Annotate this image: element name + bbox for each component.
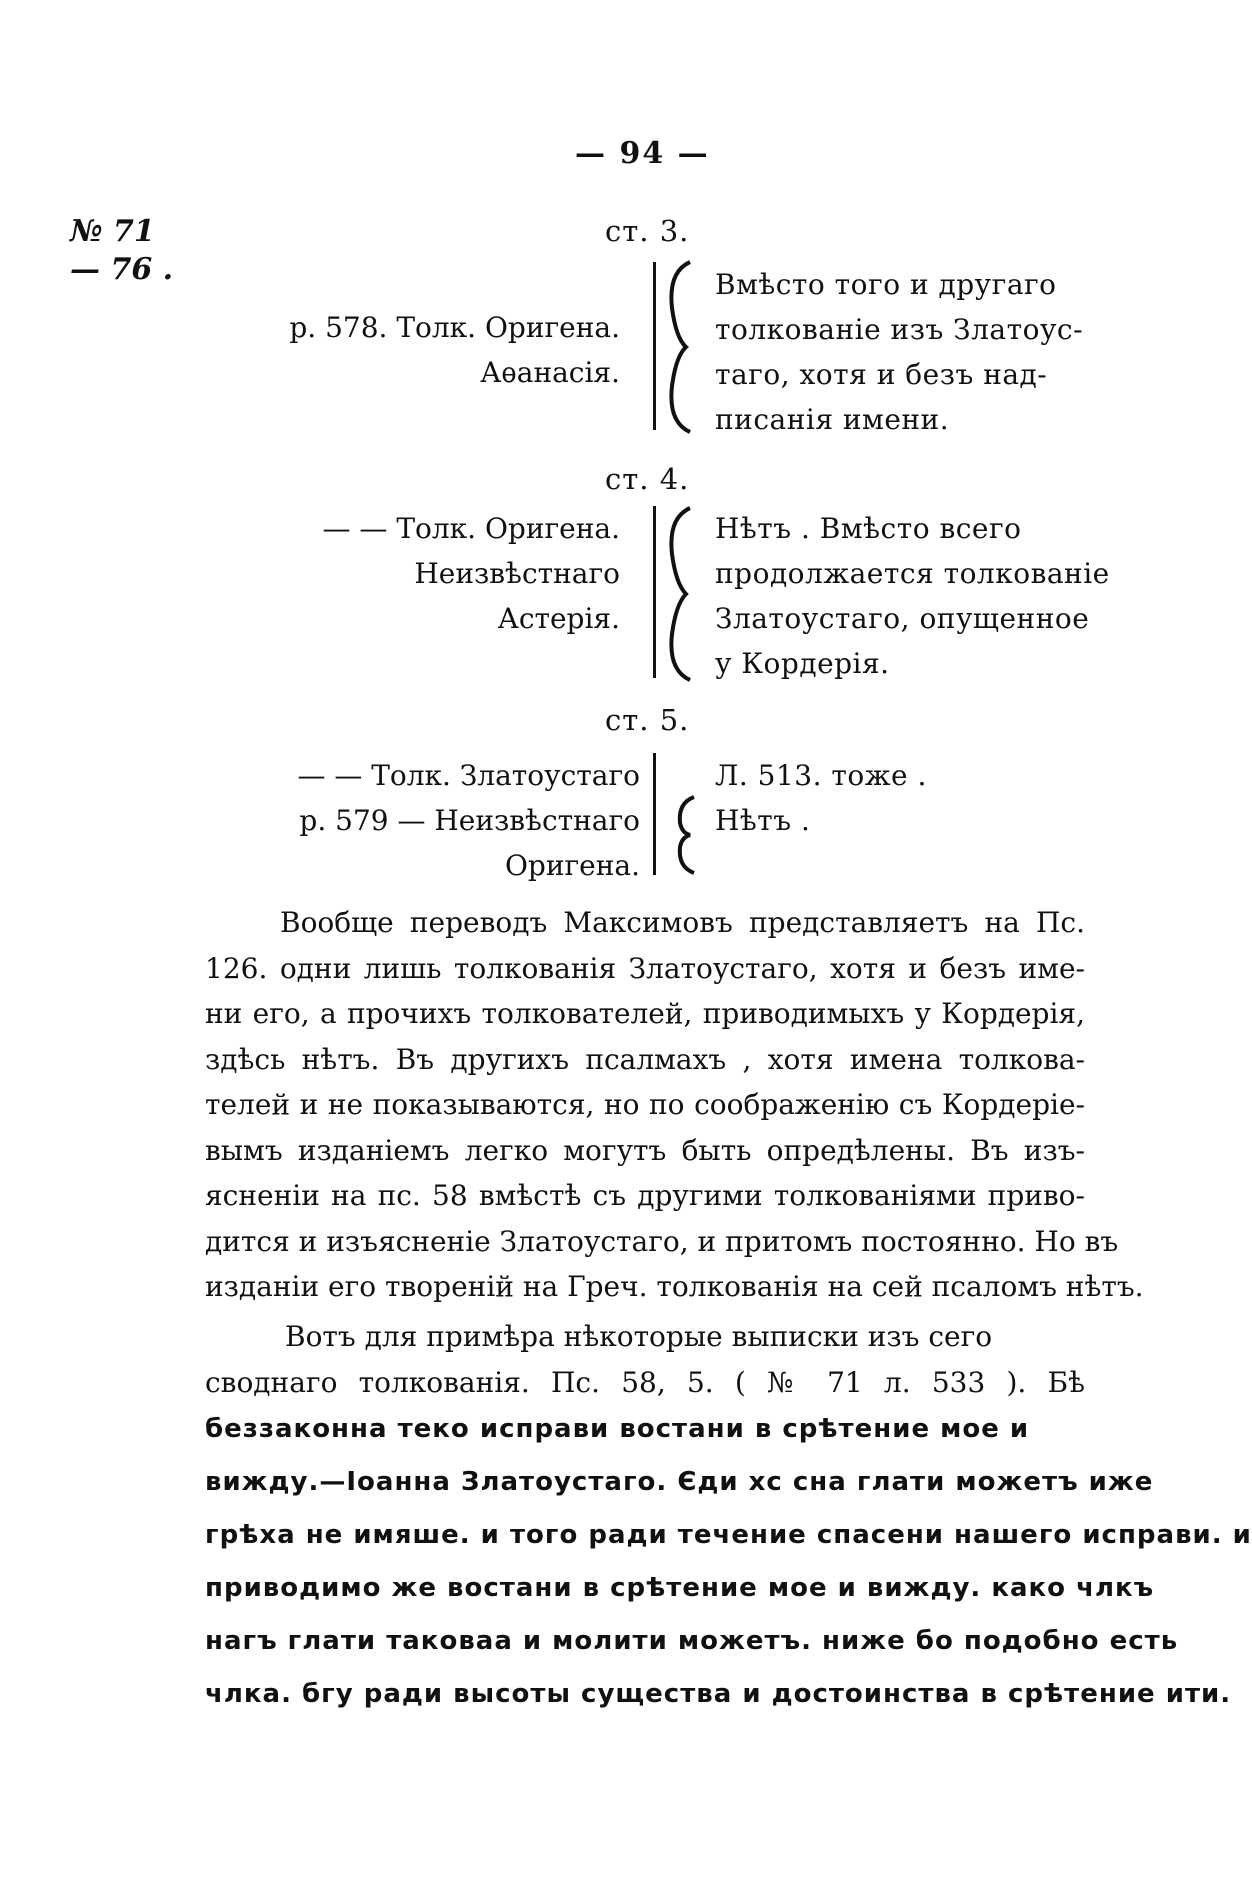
variant-right-column-5	[715, 753, 927, 843]
text-line: телей и не показываются, но по соображенію съ Кордеріе-	[205, 1088, 1085, 1121]
variant-right-line: толкованіе изъ Златоус-	[715, 313, 1084, 346]
stanza-heading-4: ст. 4.	[605, 462, 690, 496]
slavonic-quotation	[205, 1403, 1252, 1721]
brace-icon	[672, 795, 698, 875]
slavonic-line: вижду.—Іоанна Златоустаго. Єди хс сна глати можетъ иже	[205, 1467, 1154, 1497]
variant-left-column-3	[289, 305, 620, 395]
variant-left-line: Неизвѣстнаго	[414, 557, 620, 590]
margin-ref-range: — 76 .	[70, 252, 174, 287]
variant-right-line: у Кордерія.	[715, 647, 890, 680]
slavonic-line: приводимо же востани в срѣтение мое и вижду. како члкъ	[205, 1573, 1155, 1603]
variant-right-line: писанія имени.	[715, 403, 950, 436]
variant-left-line: р. 578. Толк. Оригена.	[289, 311, 620, 344]
column-divider	[653, 262, 656, 430]
variant-left-line: — — Толк. Златоустаго	[297, 759, 640, 792]
paragraph-general-note	[205, 900, 1144, 1310]
variant-right-line: Нѣтъ .	[715, 804, 811, 837]
text-line: здѣсь нѣтъ. Въ другихъ псалмахъ , хотя имена толкова-	[205, 1042, 1085, 1076]
text-line: дится и изъясненіе Златоустаго, и притомъ постоянно. Но въ	[205, 1224, 1119, 1258]
variant-right-line: Л. 513. тоже .	[715, 759, 927, 792]
text-line: Вотъ для примѣра нѣкоторые выписки изъ сего	[285, 1320, 993, 1353]
variant-left-line: Аѳанасія.	[480, 356, 620, 389]
text-line: вымъ изданіемъ легко могутъ быть опредѣлены. Въ изъ-	[205, 1133, 1085, 1167]
variant-right-line: Златоустаго, опущенное	[715, 602, 1090, 635]
text-line: ясненіи на пс. 58 вмѣстѣ съ другими толкованіями приво-	[205, 1179, 1085, 1212]
text-line: ни его, а прочихъ толкователей, приводимыхъ у Кордерія,	[205, 997, 1085, 1030]
variant-left-line: Астерія.	[497, 602, 620, 635]
text-line: изданіи его твореній на Греч. толкованія на сей псаломъ нѣтъ.	[205, 1270, 1144, 1303]
variant-right-line: Нѣтъ . Вмѣсто всего	[715, 512, 1022, 545]
text-line: Вообще переводъ Максимовъ представляетъ на Пс.	[280, 906, 1085, 939]
paragraph-example-intro	[205, 1314, 1085, 1405]
variant-right-line: Вмѣсто того и другаго	[715, 268, 1057, 301]
text-line: своднаго толкованія. Пс. 58, 5. ( № 71 л. 533 ). Бѣ	[205, 1365, 1085, 1399]
variant-left-column-4	[323, 506, 620, 641]
variant-left-column-5	[297, 753, 640, 888]
page-number: — 94 —	[575, 136, 710, 171]
slavonic-line: грѣха не имяше. и того ради течение спасени нашего исправи. и	[205, 1520, 1252, 1550]
variant-left-line: Оригена.	[504, 849, 640, 882]
variant-right-line: продолжается толкованіе	[715, 557, 1110, 590]
variant-right-column-4	[715, 506, 1110, 686]
slavonic-line: беззаконна теко исправи востани в срѣтение мое и	[205, 1414, 1030, 1444]
text-line: 126. одни лишь толкованія Златоустаго, хотя и безъ име-	[205, 951, 1085, 985]
variant-left-line: р. 579 — Неизвѣстнаго	[299, 804, 640, 837]
slavonic-line: нагъ глати таковаа и молити можетъ. ниже бо подобно есть	[205, 1626, 1179, 1656]
brace-icon	[660, 504, 696, 684]
stanza-heading-3: ст. 3.	[605, 214, 690, 248]
column-divider	[653, 753, 656, 875]
margin-ref-number: № 71	[70, 214, 155, 249]
slavonic-line: члка. бгу ради высоты существа и достоинства в срѣтение ити.	[205, 1679, 1232, 1709]
brace-icon	[660, 258, 696, 436]
stanza-heading-5: ст. 5.	[605, 703, 690, 737]
variant-right-line: таго, хотя и безъ над-	[715, 358, 1048, 391]
variant-right-column-3	[715, 262, 1083, 442]
variant-left-line: — — Толк. Оригена.	[322, 512, 620, 545]
column-divider	[653, 506, 656, 678]
